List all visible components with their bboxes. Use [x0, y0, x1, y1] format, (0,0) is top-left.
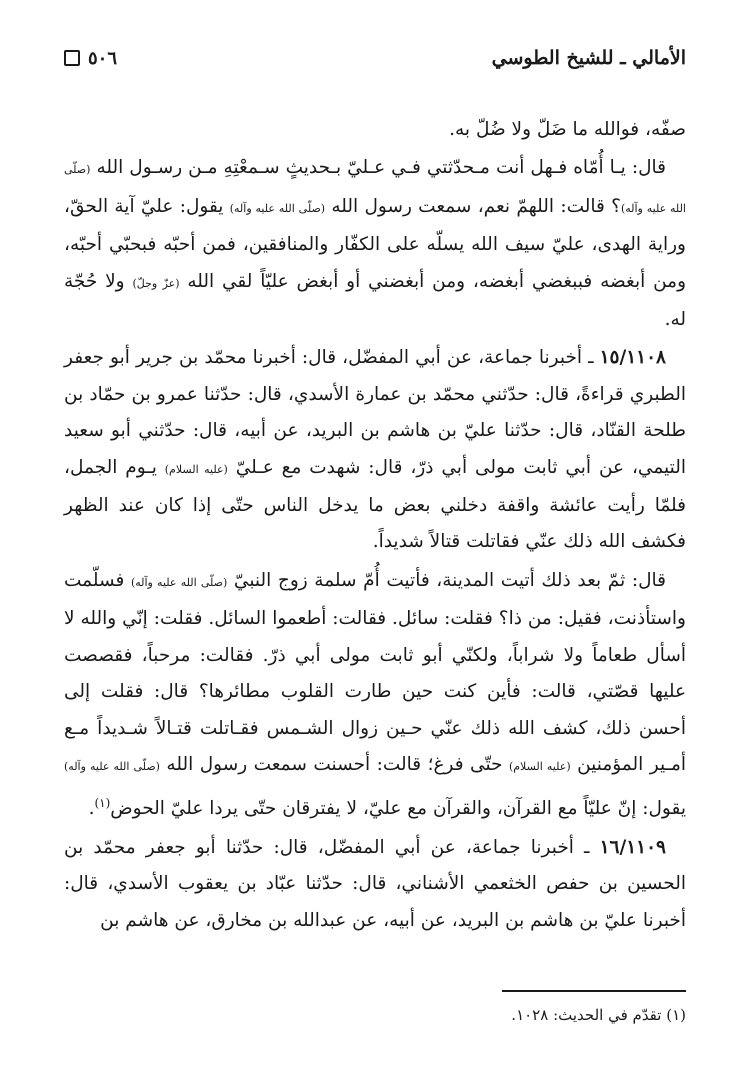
text-run: .: [88, 798, 95, 820]
text-run: يقول: إنّ عليّاً مع القرآن، والقرآن مع عليّ، لا يفترقان حتّى يردا عليّ الحوض: [110, 798, 686, 820]
page-number: ٥٠٦: [88, 47, 118, 69]
text-run: ولا حُجّة له.: [64, 270, 686, 331]
running-title: الأمالي ـ للشيخ الطوسي: [491, 47, 686, 69]
text-run: ؟ قالت: اللهمّ نعم، سمعت رسول الله: [325, 195, 621, 217]
text-run: ـ أخبرنا جماعة، عن أبي المفضّل، قال: حدّثنا أبو جعفر محمّد بن الحسين بن حفص الخثعمي الأشناني، قال: حدّثنا عبّاد بن يعقوب الأسدي، قال: أخبرنا عليّ بن هاشم بن البريد، عن أبيه، عن عبدالله بن مخارق، عن هاشم بن: [64, 836, 686, 931]
paragraph-abu-thabit-visit: [64, 563, 686, 828]
text-run: قال: ثمّ بعد ذلك أتيت المدينة، فأتيت أُمّ سلمة زوج النبيّ: [227, 569, 666, 591]
text-run: حتّى فرغ؛ قالت: أحسنت سمعت رسول الله: [159, 753, 509, 775]
text-run: ـ أخبرنا جماعة، عن أبي المفضّل، قال: أخبرنا محمّد بن جرير أبو جعفر الطبري قراءةً، قال: حدّثني محمّد بن عمارة الأسدي، قال: حدّثنا عمرو بن حمّاد بن طلحة القنّاد، قال: حدّثنا عليّ بن هاشم بن البريد، عن أبيه، قال: حدّثني أبو سعيد التيمي، عن أبي ثابت مولى أبي ذرّ، قال: شهدت مع عـليّ: [64, 347, 686, 478]
honorific: (عليه السلام): [164, 462, 228, 476]
honorific: (صلّى الله عليه وآله): [229, 201, 326, 215]
footnote-separator: [502, 990, 686, 992]
text-run: يقول: عليّ آية الحقّ، وراية الهدى، عليّ سيف الله يسلّه على الكفّار والمنافقين، فمن أحبّه فبحبّي أحبّه، ومن أبغضه فببغضي أبغضه، ومن أبغضني أو أبغض عليّاً لقي الله: [64, 195, 687, 292]
hadith-number: ١٥/١١٠٨: [599, 347, 666, 369]
honorific: (عليه السلام): [508, 759, 571, 773]
text-run: يـوم الجمل، فلمّا رأيت عائشة واقفة دخلني بعض ما يدخل الناس حتّى إذا كان عند الظهر فكشف الله ذلك عنّي فقاتلت قتالاً شديداً.: [64, 456, 686, 553]
paragraph-text: صفّه، فوالله ما ضَلّ ولا ضُلّ به.: [449, 119, 686, 140]
hadith-1108: [64, 340, 686, 560]
honorific: (صلّى الله عليه وآله): [64, 163, 686, 215]
paragraph-continuation: [64, 112, 686, 148]
page-number-group: [64, 48, 117, 69]
footnote-reference[interactable]: (١): [94, 796, 111, 811]
text-run: قال: يـا أُمّاه فـهل أنت مـحدّثتي فـي عـليّ بـحديثٍ سـمعْتِهِ مـن رسـول الله: [90, 157, 666, 179]
honorific: (صلّى الله عليه وآله): [64, 759, 160, 773]
page-body: [64, 112, 686, 941]
honorific: (صلّى الله عليه وآله): [130, 575, 228, 589]
paragraph-umm-salama-question: [64, 150, 686, 338]
footnote: (١) تقدّم في الحديث: ١٠٢٨.: [511, 1006, 686, 1024]
hadith-1109: [64, 830, 686, 939]
square-marker-icon: [64, 50, 80, 66]
page-header: [64, 38, 686, 78]
text-run: فسلّمت واستأذنت، فقيل: من ذا؟ فقلت: سائل. فقالت: أطعموا السائل. فقلت: إنّي والله لا أسأل طعاماً ولا شراباً، ولكنّي أبو ثابت مولى أبي ذرّ. فقالت: مرحباً، فقصصت عليها قصّتي، قالت: فأين كنت حين طارت القلوب مطائرها؟ قال: فقلت إلى أحسن ذلك، كشف الله ذلك عنّي حـين زوال الشـمس فقـاتلت قتـالاً شـديداً مـع أمـير المؤمنين: [64, 569, 686, 775]
hadith-number: ١٦/١١٠٩: [599, 836, 666, 858]
honorific: (عزّ وجلّ): [132, 276, 180, 290]
